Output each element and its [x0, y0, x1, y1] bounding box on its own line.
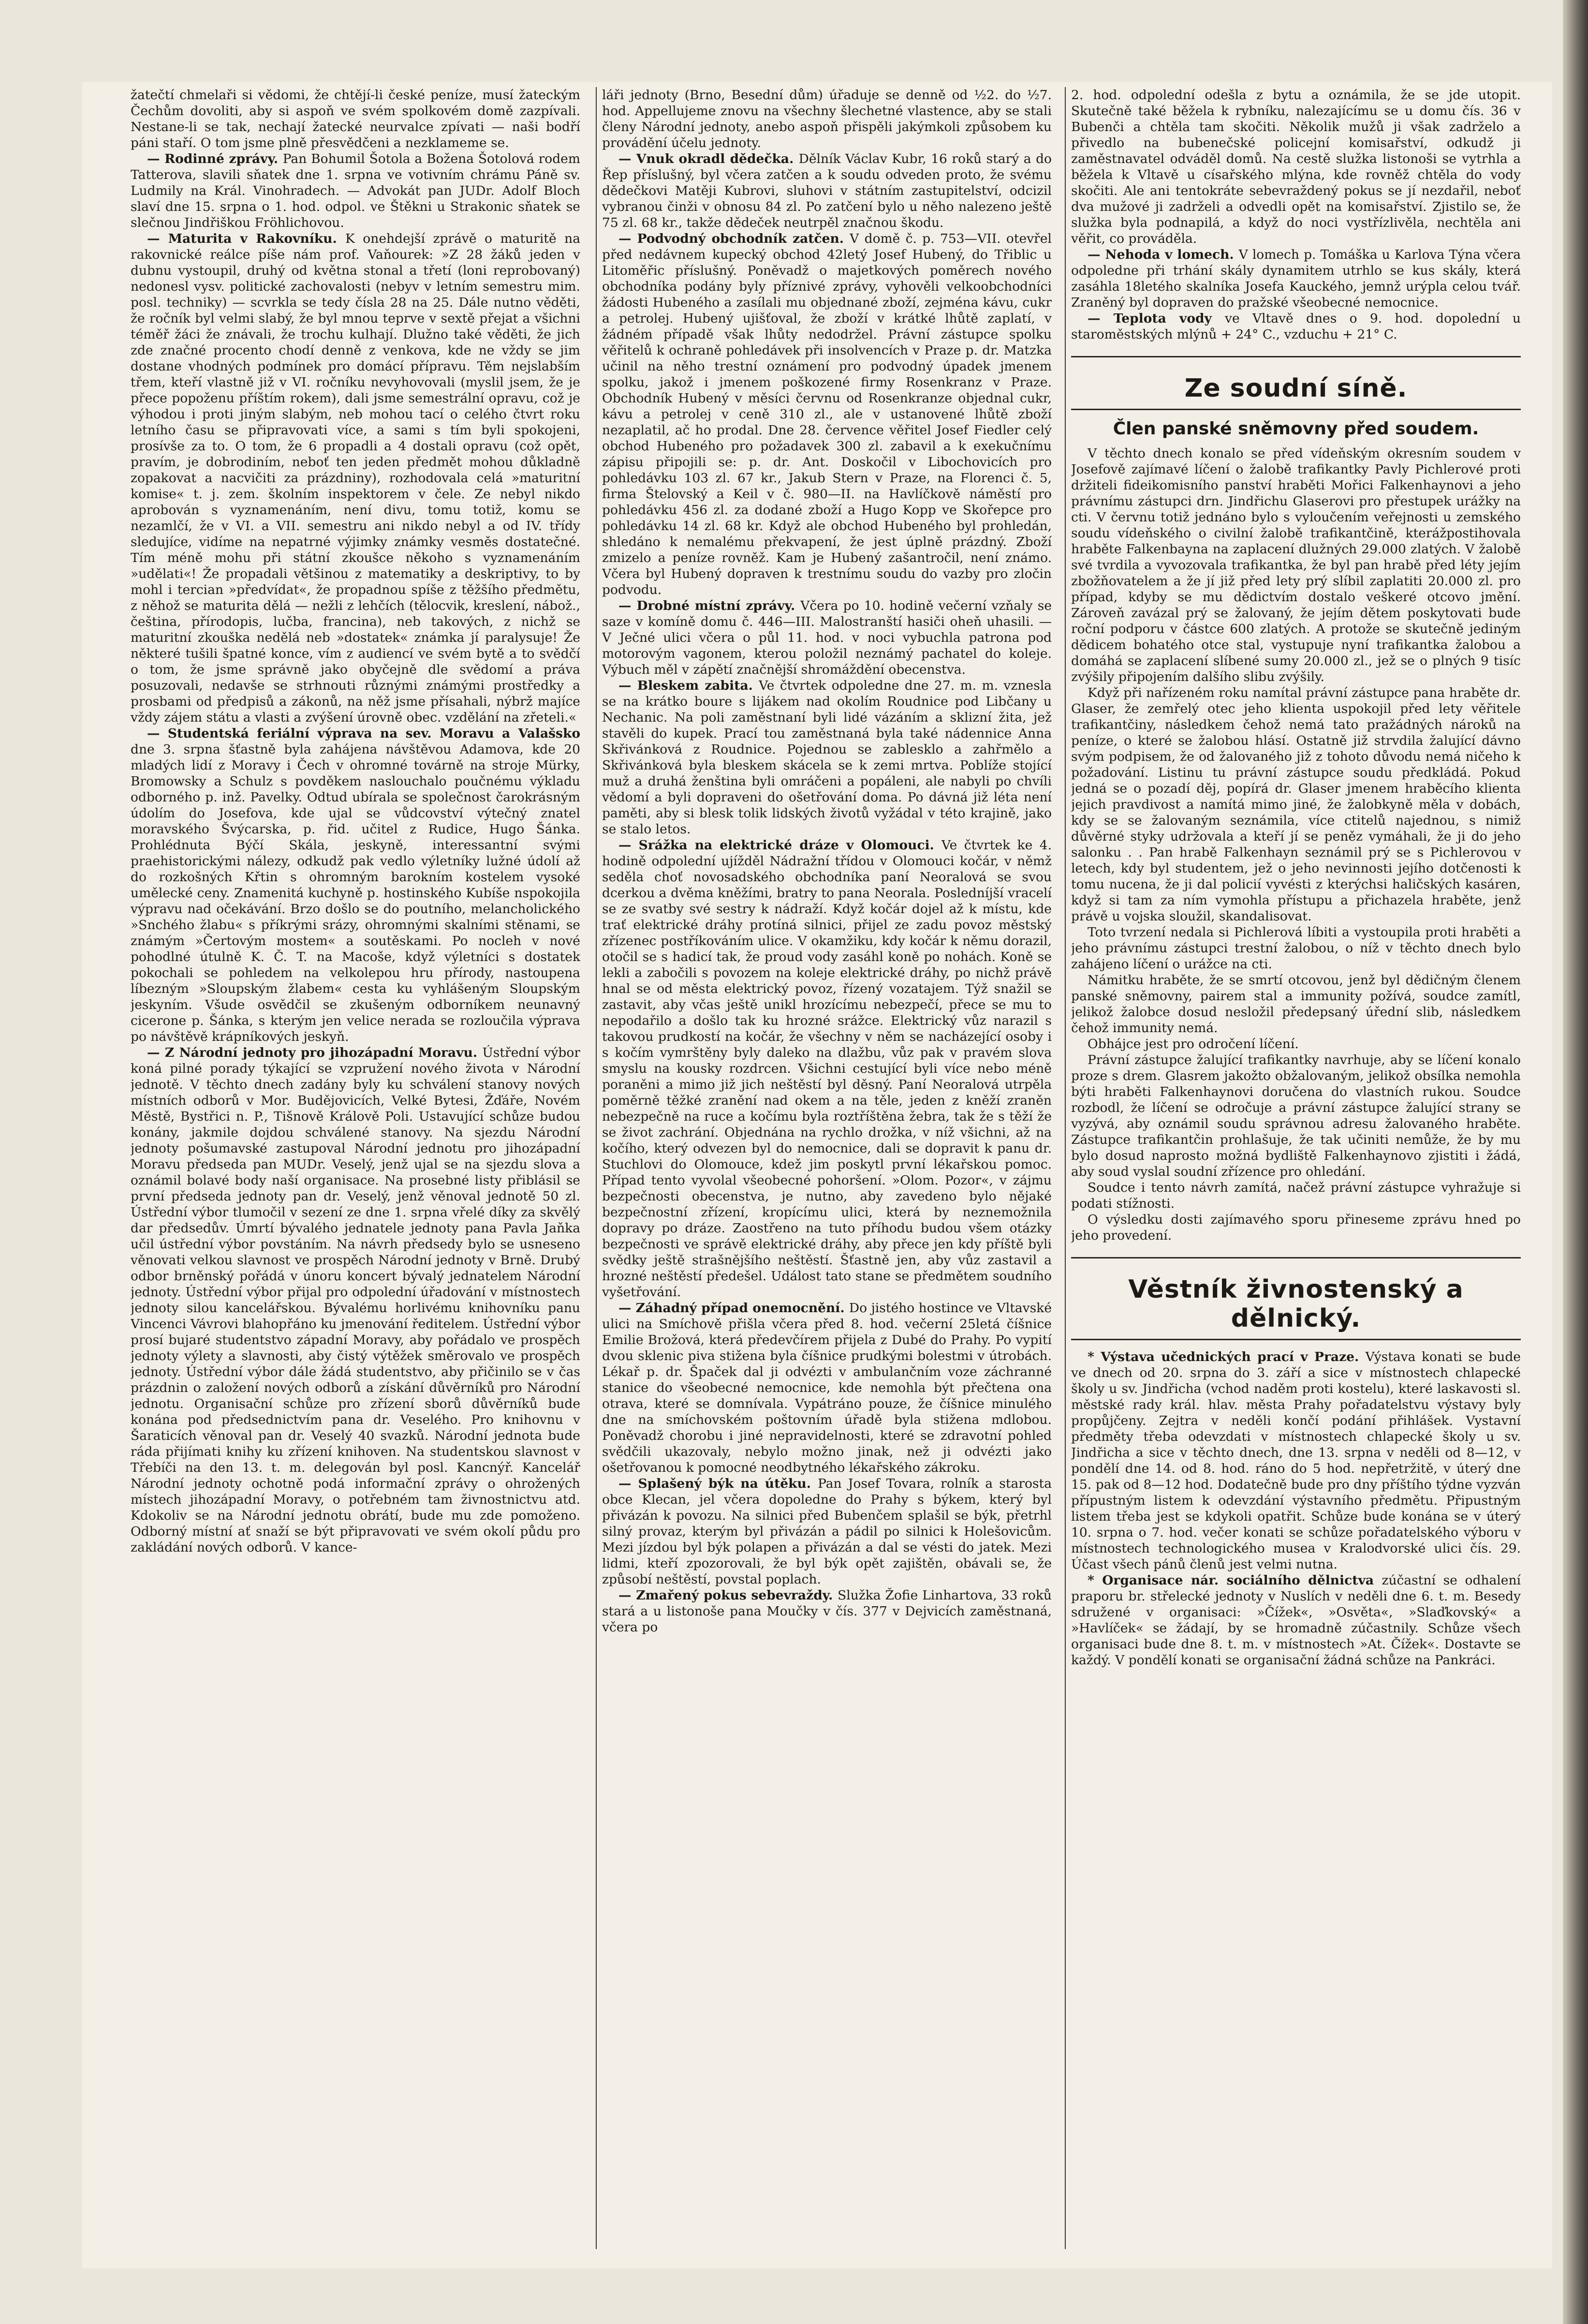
article-headline: — Nehoda v lomech.: [1088, 247, 1239, 262]
article-text: Dělník Václav Kubr, 16 roků starý a do Řep příslušný, byl včera zatčen a k soudu odveden proto, že svému dědečkovi Matěji Kubrovi, sluhovi v státním zastupitelství, odcizil vybranou činži v obnosu 84 zl. Po zatčení bylo u něho nalezeno ještě 75 zl. 68 kr., takže dědeček neutrpěl značnou škodu.: [602, 151, 1052, 230]
article-headline: — Srážka na elektrické dráze v Olomouci.: [618, 838, 941, 853]
article-headline: — Podvodný obchodník zatčen.: [618, 231, 850, 246]
article-paragraph: [1071, 972, 1521, 1036]
article-paragraph: [131, 151, 580, 231]
article-headline: — Rodinné zprávy.: [147, 151, 283, 166]
article-paragraph: [131, 725, 580, 1045]
article-paragraph: [602, 1476, 1052, 1587]
section-heading: Ze soudní síně.: [1184, 374, 1408, 403]
article-paragraph: [1071, 87, 1521, 247]
article-paragraph: [1071, 1036, 1521, 1052]
article-headline: — Z Národní jednoty pro jihozápadní Moravu.: [147, 1045, 483, 1060]
article-paragraph: [602, 87, 1052, 151]
article-paragraph: [1071, 1052, 1521, 1180]
section-heading: Věstník živnostenský a dělnický.: [1128, 1275, 1464, 1333]
article-text: 2. hod. odpolední odešla z bytu a oznámila, že se jde utopit. Skutečně také běžela k rybníku, nalezajícímu se u domu čís. 36 v Bubenči a chtěla tam skočiti. Několik mužů ji však zadrželo a přivedlo na bubenečské policejní komisařství, odkudž ji zaměstnavatel odváděl domů. Na cestě služka listonoši se vytrhla a běžela k Vltavě u císařského mlýna, kde rovněž chtěla do vody skočiti. Ale ani tentokráte sebevraždený pokus se jí nezdařil, neboť dva mužové ji zadrželi a odvedli opět na komisařství. Zjistilo se, že služka byla podnapilá, a když do noci vystřízlivěla, nechtěla ani věřit, co prováděla.: [1071, 88, 1521, 246]
article-text: Soudce i tento návrh zamítá, načež právní zástupce vyhražuje si podati stížnosti.: [1071, 1180, 1521, 1211]
article-headline: — Maturita v Rakovníku.: [147, 231, 345, 246]
article-text: V těchto dnech konalo se před vídeňským okresním soudem v Josefově zajímavé líčení o žalobě trafikantky Pavly Pichlerové proti držiteli fideikomisního panství hraběti Mořici Falkenhaynovi a jeho právnímu zástupci drn. Jindřichu Glaserovi pro přestupek urážky na cti. V červnu totiž jednáno bylo s vyloučením veřejnosti u zemského soudu vídeňského o civilní žalobě trafikantčině, kterážpostihovala hraběte Falkenbayna na zaplacení dlužných 29.000 zlatých. V žalobě své tvrdila a vyvozovala trafikantka, že byl pan hrabě před léty jejím zbožňovatelem a že jí již před lety prý slíbil zaplatiti 20.000 zl. pro případ, kdyby se mu dědictvím dostalo veškeré otcovo jmění. Zároveň zavázal prý se žalovaný, že jejím dětem poskytovati bude roční podporu v částce 600 zlatých. A protože se skutečně jediným dědicem bohatého otce stal, vystupuje nyní trafikantka žalobou a domáhá se zaplacení slíbené sumy 20.000 zl., jež se o plných 9 tisíc zvýšily připojením dalšího slibu zvýšily.: [1071, 446, 1521, 684]
article-paragraph: [1071, 1572, 1521, 1668]
article-headline: — Zmařený pokus sebevraždy.: [618, 1588, 838, 1603]
article-text: zúčastní se odhalení praporu br. střelecké jednoty v Nuslích v neděli dne 6. t. m. Besedy sdružené v organisaci: »Čížek«, »Osvěta«, »Slaďkovský« a »Havlíček« se žádají, by se hromadně zúčastnily. Schůze všech organisaci bude dne 8. t. m. v místnostech »At. Čížek«. Dostavte se každý. V pondělí konati se organisační žádná schůze na Pankráci.: [1071, 1573, 1521, 1668]
article-paragraph: [1071, 1180, 1521, 1212]
article-paragraph: [131, 231, 580, 725]
article-paragraph: [131, 1045, 580, 1555]
article-text: Včera po 10. hodině večerní vzňaly se saze v komíně domu č. 446—III. Malostranští hasiči oheň uhasili. — V Ječné ulici včera o půl 11. hod. v noci vybuchla patrona pod motorovým vagonem, kterou položil neznámý pachatel do koleje. Výbuch měl v zápětí značnější shromáždění obecenstva.: [602, 598, 1052, 677]
article-paragraph: [602, 598, 1052, 678]
article-paragraph: [1071, 924, 1521, 972]
article-subheading: Člen panské sněmovny před soudem.: [1113, 419, 1479, 439]
article-text: Obhájce jest pro odročení líčení.: [1088, 1036, 1299, 1051]
article-paragraph: [1071, 445, 1521, 685]
article-text: Ve čtvrtek odpoledne dne 27. m. m. vznesla se na krátko boure s lijákem nad okolím Roudnice pod Libčany u Nechanic. Na poli zaměstnaní byli lidé vázáním a sklizní žita, jež stavěli do kupek. Prací tou zaměstnaná byla také nádennice Anna Skřivánková z Roudnice. Pojednou se zablesklo a zahřmělo a Skřivánková byla bleskem skácela se k zemi mrtva. Poblíže stojící muž a druhá ženština byli omráčeni a popáleni, ale nabyli po chvíli vědomí a byli dopraveni do ošetřování doma. Po dávná již léta není paměti, aby si blesk tolik lidských životů vyžádal v této krajině, jako se stalo letos.: [602, 678, 1052, 837]
article-paragraph: [602, 231, 1052, 598]
column-2: [602, 87, 1052, 2254]
article-text: ve Vltavě dnes o 9. hod. dopolední u staroměstských mlýnů + 24° C., vzduchu + 21° C.: [1071, 311, 1521, 342]
article-headline: — Teplota vody: [1088, 311, 1225, 326]
article-text: Právní zástupce žalující trafikantky navrhuje, aby se líčení konalo proze s drem. Glasrem jakožto obžalovaným, jelikož obsílka nemohla býti hraběti Falkenhaynovi doručena do vlastních rukou. Soudce rozbodl, že líčení se odročuje a právní zástupce žalující strany se vyzývá, aby oznámil soudu správnou adresu žalovaného hraběte. Zástupce trafikantčin prohlašuje, že tak učiniti nemůže, že by mu bylo dosud naprosto možná bydliště Falkenhaynovo zjistiti i žádá, aby soud vyslal soudní zřízence pro ohledání.: [1071, 1052, 1521, 1179]
article-headline: — Bleskem zabita.: [618, 678, 759, 693]
article-headline: * Organisace nár. sociálního dělnictva: [1088, 1573, 1382, 1588]
article-text: Výstava konati se bude ve dnech od 20. srpna do 3. září a sice v místnostech chlapecké školy u sv. Jindřicha (vchod naděm proti kostelu), které laskavosti sl. městské rady král. hlav. města Prahy pořadatelstvu výstavy byly propůjčeny. Zejtra v neděli končí podání přihlášek. Vystavní předměty třeba odevzdati v místnostech chlapecké školy u sv. Jindřicha a sice v těchto dnech, dne 13. srpna v neděli od 8—12, v pondělí dne 14. od 8. hod. ráno do 5 hod. nepřetržitě, v úterý dne 15. pak od 8—12 hod. Dodatečně bude pro dny příštího týdne vyzván přípustným listem k odevzdání výstavního předmětu. Připustným listem třeba jest se kdykoli opatřit. Schůze bude konána se v úterý 10. srpna o 7. hod. večer konati se schůze pořadatelského výboru v místnostech technologického musea v Kralodvorské ulici čís. 29. Účast všech pánů členů jest velmi nutna.: [1071, 1349, 1521, 1572]
section-rule: [1071, 356, 1521, 357]
article-paragraph: [131, 87, 580, 151]
article-headline: — Splašený býk na útěku.: [618, 1476, 818, 1491]
article-text: láři jednoty (Brno, Besední dům) úřaduje se denně od ½2. do ½7. hod. Appellujeme znovu na všechny šlechetné vlastence, aby se stali členy Národní jednoty, anebo aspoň přispěli jakýmkoli způsobem ku provádění účelu jednoty.: [602, 88, 1052, 150]
article-text: Služka Žofie Linhartova, 33 roků stará a u listonoše pana Moučky v čís. 377 v Dejvicích zaměstnaná, včera po: [602, 1588, 1052, 1635]
column-rule-1: [596, 87, 597, 2249]
column-rule-2: [1065, 87, 1066, 2249]
section-rule: [1071, 409, 1521, 410]
article-paragraph: [1071, 247, 1521, 311]
article-paragraph: [1071, 1212, 1521, 1243]
column-1: [131, 87, 580, 2254]
article-text: O výsledku dosti zajímavého sporu přineseme zprávu hned po jeho provedení.: [1071, 1212, 1521, 1243]
article-text: Pan Bohumil Šotola a Božena Šotolová rodem Tatterova, slavili sňatek dne 1. srpna ve votivním chrámu Páně sv. Ludmily na Král. Vinohradech. — Advokát pan JUDr. Adolf Bloch slaví dne 15. srpna o 1. hod. odpol. ve Štěkni u Strakonic sňatek se slečnou Jindřiškou Fröhlichovou.: [131, 151, 580, 230]
section-rule: [1071, 1339, 1521, 1340]
article-headline: — Drobné místní zprávy.: [618, 598, 801, 613]
article-headline: — Záhadný případ onemocnění.: [618, 1301, 849, 1316]
article-text: Ve čtvrtek ke 4. hodině odpolední ujížděl Nádražní třídou v Olomouci kočár, v němž seděla choť novosadského obchodníka paní Neoralová se svou dcerkou a dvěma kněžími, bratry to pana Neorala. Posledníjší vracelí se ze svatby své sestry k nádraží. Když kočár dojel až k místu, kde trať elektrické dráhy protíná silnici, přijel ze zadu povoz městský zřízenec postříkováním ulice. V okamžiku, kdy kočár k němu dorazil, otočil se s hadicí tak, že proud vody zasáhl koně po nohách. Koně se lekli a zabočili s povozem na koleje elektrické dráhy, po nichž právě hnal se od města elektrický povoz, řízený vozatajem. Týž snažil se zastavit, aby včas ještě unikl hrozícímu nebezpečí, přece se mu to nepodařilo a došlo tak ku hrozné srážce. Elektrický vůz narazil s takovou prudkostí na kočár, že všechny v něm se nacházející osoby i s kočím vymrštěny byly daleko na dlažbu, vůz pak v pravém slova smyslu na kousky rozdrcen. Všichni cestující byli více nebo méně poraněni a mimo již jich neštěstí byl děsný. Paní Neoralová utrpěla poměrně těžké zranění nad okem a na těle, jeden z kněží zraněn nebezpečně na ruce a kočímu byla roztříštěna žebra, tak že s těží že se život zachrání. Objednána na rychlo drožka, v níž všichni, až na kočího, který odvezen byl do nemocnice, dali se dopravit k panu dr. Stuchlovi do Olomouce, kdež jim poskytl první lékařskou pomoc. Případ tento vyvolal všeobecné pohoršení. »Olom. Pozor«, v zájmu bezpečnosti obecenstva, je nutno, aby zavedeno bylo nějaké bezpečnostní zřízení, kropícímu ulici, která by neznemožnila dopravy po dráze. Zaostřeno na tuto příhodu budou všem otázky bezpečnosti ve správě elektrické dráhy, aby přece jen kdy příště byli svědky ještě strašnějšího neštěstí. Šťastně jen, aby vůz zastavil a hrozné neštěstí předešel. Událost tato stane se předmětem soudního vyšetřování.: [602, 838, 1052, 1300]
column-3: [1071, 87, 1521, 2254]
article-text: V domě č. p. 753—VII. otevřel před nedávnem kupecký obchod 42letý Josef Hubený, do Třiblic u Litoměřic příslušný. Poněvadž o majetkových poměrech nového obchodníka podány byly příznivé zprávy, vyhověli velkoobchodníci žádosti Hubeného a zasílali mu objednané zboží, zejména kávu, cukr a petrolej. Hubený ujišťoval, že zboží v krátké lhůtě zaplatí, v žádném případě však lhůty nedodržel. Právní zástupce spolku věřitelů k ochraně pohledávek při insolvencích v Praze p. dr. Matzka učinil na něho trestní oznámení pro podvodný úpadek jmenem spolku, jakož i jmenem poškozené firmy Rosenkranz v Praze. Obchodník Hubený v měsíci červnu od Rosenkranze objednal cukr, kávu a petrolej v ceně 310 zl., ale v ustanovené lhůtě zboží nezaplatil, ač ho prodal. Dne 28. července věřitel Josef Fiedler celý obchod Hubeného pro požadavek 300 zl. zabavil a k exekučnímu zápisu připojili se: p. dr. Ant. Doskočil v Libochovicích pro pohledávku 103 zl. 67 kr., Jakub Stern v Praze, na Florenci č. 5, firma Štelovský a Keil v č. 980—II. na Havlíčkově náměstí pro pohledávku 456 zl. za dodané zboží a Hugo Kopp ve Skořepce pro pohledávku 14 zl. 68 kr. Když ale obchod Hubeného byl prohledán, shledáno k nemalému překvapení, že jest úplně prázdný. Zboží zmizelo a peníze rovněž. Kam je Hubený zašantročil, není známo. Včera byl Hubený dopraven k trestnímu soudu do vazby pro zločin podvodu.: [602, 231, 1052, 597]
article-text: Do jistého hostince ve Vltavské ulici na Smíchově přišla včera před 8. hod. večerní 25letá číšnice Emilie Brožová, která předevčírem přijela z Dubé do Prahy. Po vypití dvou sklenic piva stižena byla číšnice prudkými bolestmi v útrobách. Lékař p. dr. Špaček dal ji odvézti v ambulančním voze záchranné stanice do všeobecné nemocnice, kde nemohla být přečtena ona otrava, které se domnívala. Vypátráno pouze, že číšnice minulého dne na smíchovském poštovním úřadě byla stižena mdlobou. Poněvadž chorobu i jiné nepravidelnosti, které se zdravotní pohled svědčili ukazovaly, nebylo možno jinak, než ji odvézti jako ošetřovanou k pomocné neodbytného lékařského zákroku.: [602, 1301, 1052, 1475]
page-edge-shadow: [1563, 0, 1588, 2324]
article-paragraph: [602, 151, 1052, 231]
article-text: Když při nařízeném roku namítal právní zástupce pana hraběte dr. Glaser, že zemřelý otec jeho klienta uspokojil před lety věřitele trafikantčiny, následkem čehož nemá tato pražádných nároků na peníze, o které se žalobou hlásí. Ostatně již strvdila žalující dávno svým podpisem, že od žalovaného již z tohoto důvodu nemá ničeho k požadování. Listinu tu právní zástupce soudu předkládá. Pokud jedná se o pozadí děj, popírá dr. Glaser jmenem hraběcího klienta jejich pravdivost a namítá mimo jiné, že žalobkyně měla v dobách, kdy se se žalovaným seznámila, více ctitelů najednou, s nimiž důvěrné styky udržovala a kteří jí se peněz vymáhali, že ji do jeho salonku . . Pan hrabě Falkenhayn seznámil prý se s Pichlerovou v letech, kdy byl studentem, jež o jeho nevinnosti jejího dotčenosti k tomu nucena, že ji dal policií vyvésti z kterýchsi haličských kasáren, když si tam za ním vymohla přístupu a přichazela hraběte, jenž právě u vojska sloužil, skandalisovat.: [1071, 685, 1521, 924]
article-paragraph: [602, 837, 1052, 1300]
article-headline: — Vnuk okradl dědečka.: [618, 151, 799, 166]
article-paragraph: [1071, 1349, 1521, 1572]
article-text: dne 3. srpna šťastně byla zahájena návštěvou Adamova, kde 20 mladých lidí z Moravy i Čech v ohromné továrně na stroje Mürky, Bromowsky a Schulz s povděkem naslouchalo poučnému výkladu odborného p. inž. Pavelky. Odtud ubírala se společnost čarokrásným údolím do Josefova, kde ujal se vůdcovství výtečný znatel moravského Švýcarska, p. řid. učitel z Rudice, Hugo Šánka. Prohlédnuta Býčí Skála, jeskyně, interessantní svými praehistorickými nálezy, odkudž pak vedlo výletníky lužné údolí až do rozkošných Křtin s ohromným barokním kostelem vysoké umělecké ceny. Znamenitá kuchyně p. hostinského Kubíše nspokojila výpravu nad očekávání. Brzo došlo se do poutního, melancholického »Snchého žlabu« s příkrými srázy, ohromnými skalními stěnami, se známým »Čertovým mostem« a soutěskami. Po nocleh v nové pohodlné útulně K. Č. T. na Macoše, když výletníci s dostatek pokochali se pohledem na velkolepou hru přírody, nastoupena líbezným »Sloupským žlabem« cesta ku vyhlášeným Sloupským jeskyním. Všude osvědčil se zkušeným odborníkem neunavný cicerone p. Šánka, s kterým jen velice nerada se rozloučila výprava po návštěvě krápníkových jeskyň.: [131, 742, 580, 1044]
article-paragraph: [1071, 685, 1521, 924]
article-text: Námitku hraběte, že se smrtí otcovou, jenž byl dědičným členem panské sněmovny, pairem stal a immunity požívá, soudce zamítl, jelikož žalobce dosud nesložil předepsaný úřední slib, následkem čehož immunity nemá.: [1071, 973, 1521, 1036]
article-text: V lomech p. Tomáška u Karlova Týna včera odpoledne při trhání skály dynamitem utrhlo se kus skály, která zasáhla 18letého skalníka Josefa Kauckého, jemnž urýpla celou tvář. Zraněný byl dopraven do pražské všeobecné nemocnice.: [1071, 247, 1521, 310]
article-text: Ústřední výbor koná pilné porady týkající se vzpružení nového života v Národní jednotě. V těchto dnech zadány byly ku schválení stanovy nových místních odborů v Mor. Budějovicích, Velké Bytesi, Žďáře, Novém Městě, Bystřici n. P., Tišnově Králově Poli. Ustavující schůze budou konány, jakmile dojdou schválené stanovy. Na sjezdu Národní jednoty pošumavské zastupoval Národní jednotu pro jihozápadní Moravu předseda pan MUDr. Veselý, jenž ujal se na sjezdu slova a oznámil bolavé body naší organisace. Na prosebné listy přiblásil se první předseda jednoty pan dr. Veselý, jenž věnoval jednotě 50 zl. Ústřední výbor tlumočil v sezení ze dne 1. srpna vřelé díky za skvělý dar předsedův. Úmrtí bývalého jednatele jednoty pana Pavla Jaňka učil ústřední výbor povstáním. Na návrh předsedy bylo se usneseno věnovati velkou slavnost ve prospěch Národní jednoty v Brně. Drubý odbor brněnský pořádá v únoru koncert bývalý jednatelem Národní jednoty. Ústřední výbor přijal pro odpolední úřadování v místnostech jednoty silou kancelářskou. Bývalému horlivému knihovníku panu Vincenci Vávrovi blahopřáno ku jmenování ředitelem. Ústřední výbor prosí bujaré studentstvo západní Moravy, aby pořádalo ve prospěch jednoty výlety a slavnosti, aby čistý výtěžek směrovalo ve prospěch jednoty. Ústřední výbor dále žádá studentstvo, aby přičinilo se v čas prázdnin o založení nových odborů a získání důvěrníků pro Národní jednotu. Organisační schůze pro zřízení sborů důvěrníků bude konána pod předsednictvím pana dr. Veselého. Pro knihovnu v Šaraticích věnoval pan dr. Veselý 40 svazků. Národní jednota bude ráda přijímati knihy ku zřízení knihoven. Na studentskou slavnost v Třebíči na den 13. t. m. delegován byl posl. Kancnýř. Kancelář Národní jednoty ochotně podá informační zprávy o ohrožených místech jihozápadní Moravy, o potřebném tam živnostnictvu atd. Kdokoliv se na Národní jednotu obrátí, bude mu zde pomoženo. Odborný místní ať snaží se být připravovati ve svém okolí půdu pro zakládání nových odborů. V kance-: [131, 1045, 580, 1555]
article-paragraph: [602, 678, 1052, 837]
article-headline: — Studentská feriální výprava na sev. Moravu a Valašsko: [147, 726, 580, 741]
article-text: Toto tvrzení nedala si Pichlerová líbiti a vystoupila proti hraběti a jeho právnímu zástupci trestní žalobou, o níž v těchto dnech bylo zahájeno líčení o urážce na cti.: [1071, 925, 1521, 972]
article-paragraph: [602, 1587, 1052, 1635]
article-paragraph: [1071, 311, 1521, 342]
article-paragraph: [602, 1300, 1052, 1476]
article-text: Pan Josef Tovara, rolník a starosta obce Klecan, jel včera dopoledne do Prahy s býkem, který byl přivázán k povozu. Na silnici před Bubenčem splašil se býk, přetrhl silný provaz, kterým byl přivázán a pádil po silnici k Holešovicům. Mezi jízdou byl býk polapen a přivázán a dal se vésti do jatek. Mezi lidmi, kteří zpozorovali, že byl býk opět zajištěn, obávali se, že způsobí neštěstí, povstal poplach.: [602, 1476, 1052, 1587]
article-headline: * Výstava učednických prací v Praze.: [1088, 1349, 1366, 1364]
section-rule: [1071, 1257, 1521, 1258]
article-text: žatečtí chmelaři si vědomi, že chtějí-li české peníze, musí žateckým Čechům dovoliti, aby si aspoň ve svém spolkovém domě zazpívali. Nestane-li se tak, nechají žatecké neurvalce zpívati — naši bodří páni staří. O tom jsme plně přesvědčeni a nezklameme se.: [131, 88, 580, 150]
article-text: K onehdejší zprávě o maturitě na rakovnické reálce píše nám prof. Vaňourek: »Z 28 žáků jeden v dubnu vystoupil, druhý od května stonal a třetí (loni reprobovaný) nedonesl vysv. politické zachovalosti (nebyv v letním semestru mim. posl. techniky) — scvrkla se tedy čísla 28 na 25. Dále nutno věděti, že ročník byl velmi slabý, že byl mnou teprve v sextě přejat a všichni téměř žáci že znávali, že trochu kulhají. Dlužno také věděti, že jich zde značné procento chodí denně z venkova, kde ne vždy se jim dostane vhodných podmínek pro domácí přípravu. Těm nejslabším třem, kteří vlastně již v VI. ročníku nevyhovovali (myslil jsem, že je přece popoženu příštím rokem), dali jsme semestrální opravu, což je výhodou i proti jiným slabým, neb mohou tací o celého čtvrt roku letního času se připravovati více, a sami s tím byli spokojeni, prosívše za to. O tom, že 6 propadli a 4 dostali opravu (což opět, pravím, je dobrodiním, neboť ten jeden předmět mohou důkladně zopakovat a nacvičiti za prázdniny), rozhodovala celá »maturitní komise« t. j. zem. školním inspektorem v čele. Ze nebyl nikdo aprobován s vyznamenáním, není divu, tomu totiž, komu se nezamlčí, že v VI. a VII. semestru ani nikdo nebyl a od IV. třídy sledujíce, vidíme na nepatrné výjimky známky vesměs dostatečné. Tím méně mohu při státní zkoušce někoho s vyznamenáním »udělati«! Že propadali většinou z matematiky a deskriptivy, to by mohl i tercian »předvídat«, že propadnou spíše z těžšího předmětu, z něhož se maturita dělá — nežli z lehčích (tělocvik, kreslení, nábož., čeština, přírodopis, lučba, francina), neb takových, z nichž se maturitní zkouška nedělá neb »dostatek« známka jí paralysuje! Že některé tušili špatné konce, vím z audiencí ve svém bytě a to svědčí o tom, že jsme správně jako obyčejně dle svědomí a práva posuzovali, nedavše se strhnouti různými známými prostředky a prosbami od předpisů a zákonů, na něž jsme přísahali, nýbrž majíce vždy zájem státu a vlasti a zvýšení úrovně obec. vzdělání na zřeteli.«: [131, 231, 580, 725]
